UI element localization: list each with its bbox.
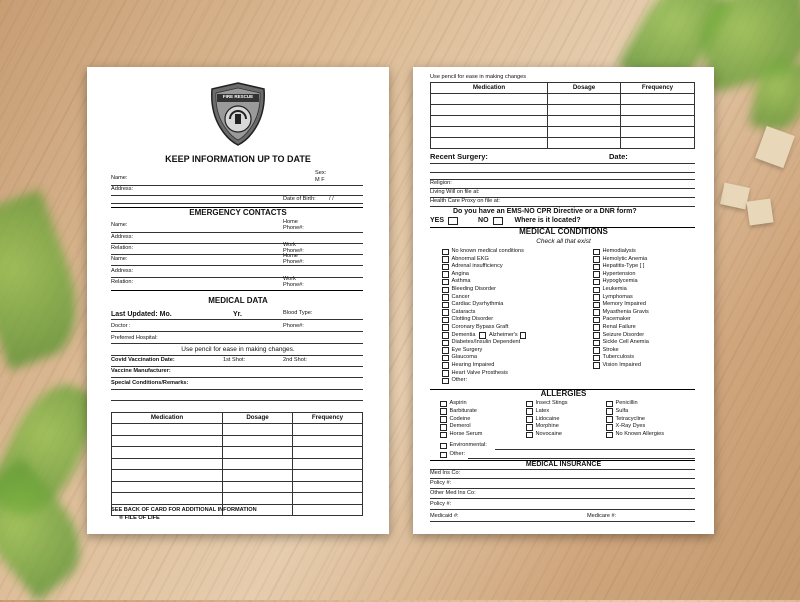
medicaid-line[interactable] xyxy=(430,521,695,522)
condition-label: Myasthenia Gravis xyxy=(602,308,649,315)
allergy-other-row[interactable] xyxy=(440,451,465,459)
condition-item[interactable] xyxy=(442,263,529,271)
check-all-note: Check all that exist xyxy=(536,238,591,245)
doctor-phone-label: Phone#: xyxy=(283,323,304,329)
surgery-date-label: Date: xyxy=(609,152,628,161)
condition-label: Diabetes/Insulin Dependent xyxy=(451,339,521,346)
allergy-checkbox-novocaine[interactable] xyxy=(526,432,533,439)
policy1-label: Policy #: xyxy=(430,480,452,486)
table-row[interactable] xyxy=(112,435,363,447)
condition-item[interactable] xyxy=(442,248,529,256)
dob-separator: / / xyxy=(329,196,334,202)
pencil-note: Use pencil for ease in making changes. xyxy=(181,346,295,353)
vaccine-manufacturer-label: Vaccine Manufacturer: xyxy=(111,368,171,374)
condition-label: Bleeding Disorder xyxy=(451,285,496,292)
health-care-proxy-label: Health Care Proxy on file at: xyxy=(430,198,500,204)
living-will-label: Living Will on file at: xyxy=(430,189,480,195)
condition-item[interactable] xyxy=(442,256,529,264)
condition-label: Heart Valve Prosthesis xyxy=(451,369,508,376)
table-row[interactable] xyxy=(112,458,363,470)
condition-checkbox-hearing-impaired[interactable] xyxy=(442,362,449,369)
environmental-checkbox[interactable] xyxy=(440,443,447,450)
allergy-label: Lidocaine xyxy=(535,415,560,422)
condition-checkbox-adrenal-insufficiency[interactable] xyxy=(442,264,449,271)
condition-checkbox-renal-failure[interactable] xyxy=(593,324,600,331)
allergy-checkbox-codeine[interactable] xyxy=(440,416,447,423)
address-label: Address: xyxy=(111,186,134,192)
condition-item[interactable] xyxy=(593,347,649,355)
condition-label: Hemolytic Anemia xyxy=(602,255,648,262)
condition-checkbox-lymphomas[interactable] xyxy=(593,294,600,301)
dob-label: Date of Birth: xyxy=(283,196,316,202)
second-shot-label: 2nd Shot: xyxy=(283,357,307,363)
condition-checkbox-glaucoma[interactable] xyxy=(442,355,449,362)
condition-checkbox-cardiac-dysrhythmia[interactable] xyxy=(442,302,449,309)
condition-item[interactable] xyxy=(442,377,529,385)
condition-checkbox-bleeding-disorder[interactable] xyxy=(442,287,449,294)
condition-item[interactable] xyxy=(593,354,649,362)
condition-checkbox-tuberculosis[interactable] xyxy=(593,355,600,362)
condition-item[interactable] xyxy=(442,324,529,332)
conditions-right-list xyxy=(593,248,649,370)
conditions-left-list xyxy=(442,248,529,385)
table-row[interactable] xyxy=(431,127,695,138)
contact2-work-phone-label: Work Phone#: xyxy=(283,276,304,288)
special-conditions-line-2[interactable] xyxy=(111,400,363,401)
col-dosage: Dosage xyxy=(223,413,293,424)
special-conditions-label: Special Conditions/Remarks: xyxy=(111,380,189,386)
emergency-contacts-heading: EMERGENCY CONTACTS xyxy=(189,208,287,217)
condition-label: No known medical conditions xyxy=(451,248,524,254)
condition-checkbox-leukemia[interactable] xyxy=(593,287,600,294)
condition-checkbox-angina[interactable] xyxy=(442,271,449,278)
allergy-item[interactable] xyxy=(606,416,664,424)
environmental-label: Environmental: xyxy=(449,442,487,448)
covid-line[interactable] xyxy=(111,366,363,367)
table-row[interactable] xyxy=(112,424,363,436)
surgery-line-2[interactable] xyxy=(430,172,695,173)
allergies-col-2 xyxy=(526,400,568,439)
special-conditions-line[interactable] xyxy=(111,389,363,390)
condition-label: Clotting Disorder xyxy=(451,316,494,323)
divider xyxy=(430,469,695,470)
wood-block-decoration xyxy=(746,198,773,225)
condition-checkbox-hemolytic-anemia[interactable] xyxy=(593,256,600,263)
allergy-label: Latex xyxy=(535,407,550,414)
condition-label: Hepatitis-Type [ ] xyxy=(602,263,645,270)
condition-checkbox-eye-surgery[interactable] xyxy=(442,347,449,354)
condition-label: Cancer xyxy=(451,293,470,300)
condition-checkbox-pacemaker[interactable] xyxy=(593,317,600,324)
dnr-question: Do you have an EMS-NO CPR Directive or a DNR form? xyxy=(453,208,637,215)
condition-item[interactable] xyxy=(442,339,529,347)
med-ins-co-line[interactable] xyxy=(430,478,695,479)
condition-label: Vision Impaired xyxy=(602,361,641,368)
allergy-label: Sulfa xyxy=(615,407,629,414)
table-row[interactable] xyxy=(431,105,695,116)
condition-checkbox-vision-impaired[interactable] xyxy=(593,362,600,369)
condition-label: Pacemaker xyxy=(602,316,631,323)
col-frequency: Frequency xyxy=(620,83,694,94)
allergies-col-3 xyxy=(606,400,664,439)
wood-block-decoration xyxy=(755,126,795,168)
doctor-line[interactable] xyxy=(111,331,363,332)
condition-label: Hemodialysis xyxy=(602,248,636,254)
condition-label: Leukemia xyxy=(602,285,627,292)
allergy-label: Horse Serum xyxy=(449,431,483,438)
surgery-line-3[interactable] xyxy=(430,179,695,180)
allergy-label: Tetracycline xyxy=(615,415,646,422)
condition-item[interactable] xyxy=(593,294,649,302)
condition-label: Coronary Bypass Graft xyxy=(451,323,509,330)
condition-item[interactable] xyxy=(442,347,529,355)
condition-label: Memory Impaired xyxy=(602,301,647,308)
preferred-hospital-label: Preferred Hospital: xyxy=(111,335,158,341)
condition-item[interactable] xyxy=(593,286,649,294)
condition-label: Asthma xyxy=(451,278,471,285)
allergy-item[interactable] xyxy=(606,431,664,439)
condition-item[interactable] xyxy=(442,309,529,317)
condition-checkbox-hepatitis-type[interactable] xyxy=(593,264,600,271)
condition-checkbox-hemodialysis[interactable] xyxy=(593,249,600,256)
condition-label: Lymphomas xyxy=(602,293,633,300)
contact2-name-label: Name: xyxy=(111,256,128,262)
condition-checkbox-seizure-disorder[interactable] xyxy=(593,332,600,339)
back-medication-table xyxy=(430,82,695,149)
contact1-name-line[interactable] xyxy=(111,232,363,233)
condition-item[interactable] xyxy=(593,248,649,256)
condition-checkbox-cataracts[interactable] xyxy=(442,309,449,316)
condition-label: Cataracts xyxy=(451,308,476,315)
allergies-heading: ALLERGIES xyxy=(540,389,587,398)
allergy-item[interactable] xyxy=(606,408,664,416)
condition-checkbox-diabetes-insulin-dependent[interactable] xyxy=(442,340,449,347)
allergy-label: Codeine xyxy=(449,415,471,422)
contact2-relation-label: Relation: xyxy=(111,279,134,285)
allergy-item[interactable] xyxy=(440,416,482,424)
hospital-line[interactable] xyxy=(111,343,363,344)
yes-checkbox[interactable] xyxy=(448,217,458,225)
contact2-address-label: Address: xyxy=(111,268,134,274)
condition-item[interactable] xyxy=(593,324,649,332)
surgery-line[interactable] xyxy=(430,163,695,164)
allergy-checkbox-demerol[interactable] xyxy=(440,424,447,431)
allergy-checkbox-lidocaine[interactable] xyxy=(526,416,533,423)
condition-label: Tuberculosis xyxy=(602,354,635,361)
condition-item[interactable] xyxy=(442,362,529,370)
contact2-address-line[interactable] xyxy=(111,277,363,278)
footer-brand: ® FILE OF LIFE xyxy=(119,515,160,521)
condition-item[interactable] xyxy=(442,370,529,378)
covid-vaccination-label: Covid Vaccination Date: xyxy=(111,357,175,363)
contact1-work-phone-label: Work Phone#: xyxy=(283,242,304,254)
table-row[interactable] xyxy=(431,138,695,149)
condition-label: Seizure Disorder xyxy=(602,331,645,338)
condition-checkbox-alzheimers-extra[interactable] xyxy=(520,332,527,339)
allergy-item[interactable] xyxy=(440,423,482,431)
condition-item[interactable] xyxy=(442,294,529,302)
condition-label: Dementia xyxy=(451,331,476,338)
name-field-line[interactable] xyxy=(111,185,363,186)
condition-item[interactable] xyxy=(593,301,649,309)
condition-item[interactable] xyxy=(442,354,529,362)
condition-item[interactable] xyxy=(442,301,529,309)
table-row[interactable] xyxy=(431,116,695,127)
allergy-label: Penicillin xyxy=(615,400,638,407)
table-row[interactable] xyxy=(112,481,363,493)
address-field-line[interactable] xyxy=(111,195,363,196)
year-label: Yr. xyxy=(233,311,242,318)
proxy-line[interactable] xyxy=(430,206,695,207)
condition-checkbox-cancer[interactable] xyxy=(442,294,449,301)
condition-item[interactable] xyxy=(593,278,649,286)
condition-item[interactable] xyxy=(593,316,649,324)
contact2-name-line[interactable] xyxy=(111,265,363,266)
allergy-item[interactable] xyxy=(526,408,568,416)
allergy-checkbox-tetracycline[interactable] xyxy=(606,416,613,423)
dnr-answer-row xyxy=(430,217,581,225)
allergy-label: Barbiturate xyxy=(449,407,477,414)
medical-insurance-heading: MEDICAL INSURANCE xyxy=(525,461,602,468)
med-ins-co-label: Med Ins Co: xyxy=(430,470,461,476)
no-label: NO xyxy=(478,217,489,225)
first-shot-label: 1st Shot: xyxy=(223,357,246,363)
table-row[interactable] xyxy=(112,470,363,482)
divider xyxy=(111,290,363,291)
policy2-line[interactable] xyxy=(430,509,695,510)
alzheimers-label: Alzheimer's xyxy=(488,331,518,338)
condition-label: Other: xyxy=(451,377,468,384)
allergy-checkbox-x-ray-dyes[interactable] xyxy=(606,424,613,431)
front-medication-table xyxy=(111,412,363,516)
page-title: KEEP INFORMATION UP TO DATE xyxy=(165,154,311,164)
contact1-name-label: Name: xyxy=(111,222,128,228)
condition-label: Hypertension xyxy=(602,270,636,277)
wood-block-decoration xyxy=(720,183,750,210)
condition-item[interactable] xyxy=(442,316,529,324)
medical-conditions-heading: MEDICAL CONDITIONS xyxy=(519,227,608,236)
doctor-label: Doctor : xyxy=(111,323,131,329)
other-med-ins-co-line[interactable] xyxy=(430,498,695,499)
condition-label: Hypoglycemia xyxy=(602,278,638,285)
condition-checkbox-heart-valve-prosthesis[interactable] xyxy=(442,370,449,377)
condition-label: Eye Surgery xyxy=(451,346,483,353)
condition-label: Stroke xyxy=(602,346,619,353)
allergy-label: Novocaine xyxy=(535,431,562,438)
condition-checkbox-dementia[interactable] xyxy=(442,332,449,339)
condition-item[interactable] xyxy=(442,332,529,340)
condition-label: Abnormal EKG xyxy=(451,255,489,262)
allergy-label: No Known Allergies xyxy=(615,431,665,438)
condition-checkbox-abnormal-ekg[interactable] xyxy=(442,256,449,263)
allergy-checkbox-aspirin[interactable] xyxy=(440,401,447,408)
logo-text: FIRE RESCUE xyxy=(222,94,254,99)
allergy-other-checkbox[interactable] xyxy=(440,452,447,459)
allergy-checkbox-penicillin[interactable] xyxy=(606,401,613,408)
religion-label: Religion: xyxy=(430,180,452,186)
no-checkbox[interactable] xyxy=(493,217,503,225)
policy1-line[interactable] xyxy=(430,488,695,489)
name-label: Name: xyxy=(111,175,128,181)
condition-checkbox-stroke[interactable] xyxy=(593,347,600,354)
last-updated-label: Last Updated: Mo. xyxy=(111,311,172,318)
condition-checkbox-memory-impaired[interactable] xyxy=(593,302,600,309)
contact1-address-label: Address: xyxy=(111,234,134,240)
allergy-checkbox-barbiturate[interactable] xyxy=(440,408,447,415)
contact1-address-line[interactable] xyxy=(111,243,363,244)
allergy-item[interactable] xyxy=(526,431,568,439)
condition-item[interactable] xyxy=(593,362,649,370)
condition-label: Renal Failure xyxy=(602,323,636,330)
col-frequency: Frequency xyxy=(292,413,362,424)
contact1-relation-line[interactable] xyxy=(111,254,363,255)
condition-checkbox-asthma[interactable] xyxy=(442,279,449,286)
blood-type-label: Blood Type: xyxy=(283,310,313,316)
contact2-home-phone-label: Home Phone#: xyxy=(283,253,304,265)
allergy-other-line[interactable] xyxy=(468,458,695,459)
contact1-relation-label: Relation: xyxy=(111,245,134,251)
last-updated-line[interactable] xyxy=(111,319,363,320)
condition-label: Angina xyxy=(451,270,469,277)
policy2-label: Policy #: xyxy=(430,501,452,507)
condition-checkbox-hypertension[interactable] xyxy=(593,271,600,278)
allergy-checkbox-horse-serum[interactable] xyxy=(440,432,447,439)
allergy-item[interactable] xyxy=(440,408,482,416)
allergies-col-1 xyxy=(440,400,482,439)
allergy-label: Morphine xyxy=(535,423,559,430)
card-back xyxy=(413,67,714,534)
condition-checkbox-myasthenia-gravis[interactable] xyxy=(593,309,600,316)
col-medication: Medication xyxy=(112,413,223,424)
condition-item[interactable] xyxy=(593,256,649,264)
allergy-label: Aspirin xyxy=(449,400,467,407)
col-medication: Medication xyxy=(431,83,548,94)
allergy-item[interactable] xyxy=(526,423,568,431)
condition-checkbox-alzheimers[interactable] xyxy=(479,332,486,339)
allergy-checkbox-insect-stings[interactable] xyxy=(526,401,533,408)
allergy-checkbox-sulfa[interactable] xyxy=(606,408,613,415)
allergy-item[interactable] xyxy=(440,431,482,439)
condition-label: Glaucoma xyxy=(451,354,477,361)
footer-note: SEE BACK OF CARD FOR ADDITIONAL INFORMATION xyxy=(111,507,257,513)
address-field-line-2[interactable] xyxy=(111,203,363,204)
table-row[interactable] xyxy=(112,493,363,505)
condition-item[interactable] xyxy=(593,271,649,279)
allergy-checkbox-latex[interactable] xyxy=(526,408,533,415)
condition-checkbox-other[interactable] xyxy=(442,378,449,385)
condition-checkbox-clotting-disorder[interactable] xyxy=(442,317,449,324)
allergy-label: Demerol xyxy=(449,423,471,430)
allergy-label: X-Ray Dyes xyxy=(615,423,646,430)
condition-label: Sickle Cell Anemia xyxy=(602,339,649,346)
condition-checkbox-hypoglycemia[interactable] xyxy=(593,279,600,286)
environmental-line[interactable] xyxy=(495,449,695,450)
sex-options: M F xyxy=(315,177,325,183)
table-row[interactable] xyxy=(112,447,363,459)
environmental-row[interactable] xyxy=(440,442,487,450)
allergy-item[interactable] xyxy=(440,400,482,408)
condition-item[interactable] xyxy=(442,286,529,294)
col-dosage: Dosage xyxy=(548,83,621,94)
back-pencil-note: Use pencil for ease in making changes xyxy=(430,74,527,80)
condition-item[interactable] xyxy=(442,278,529,286)
condition-item[interactable] xyxy=(593,332,649,340)
medicare-label: Medicare #: xyxy=(587,513,617,519)
condition-label: Adrenal insufficiency xyxy=(451,263,503,270)
contact1-home-phone-label: Home Phone#: xyxy=(283,219,304,231)
vaccine-line[interactable] xyxy=(111,377,363,378)
allergy-item[interactable] xyxy=(606,400,664,408)
medical-data-heading: MEDICAL DATA xyxy=(208,296,268,305)
condition-item[interactable] xyxy=(593,309,649,317)
condition-checkbox-no-known-medical-conditions[interactable] xyxy=(442,249,449,256)
allergy-checkbox-morphine[interactable] xyxy=(526,424,533,431)
allergy-other-label: Other: xyxy=(449,451,466,457)
sex-label: Sex: xyxy=(315,170,327,176)
medicaid-label: Medicaid #: xyxy=(430,513,459,519)
allergy-label: Insect Stings xyxy=(535,400,568,407)
allergy-checkbox-no-known-allergies[interactable] xyxy=(606,432,613,439)
leaf-decoration xyxy=(0,189,95,370)
allergy-item[interactable] xyxy=(606,423,664,431)
card-front xyxy=(87,67,389,534)
allergy-item[interactable] xyxy=(526,400,568,408)
condition-checkbox-sickle-cell-anemia[interactable] xyxy=(593,340,600,347)
divider xyxy=(111,355,363,356)
where-located-label: Where is it located? xyxy=(514,217,581,225)
condition-label: Hearing Impaired xyxy=(451,361,495,368)
allergy-item[interactable] xyxy=(526,416,568,424)
table-row[interactable] xyxy=(431,94,695,105)
yes-label: YES xyxy=(430,217,445,225)
condition-item[interactable] xyxy=(442,271,529,279)
condition-checkbox-coronary-bypass-graft[interactable] xyxy=(442,324,449,331)
condition-item[interactable] xyxy=(593,263,649,271)
condition-label: Cardiac Dysrhythmia xyxy=(451,301,504,308)
recent-surgery-label: Recent Surgery: xyxy=(430,152,488,161)
other-med-ins-co-label: Other Med Ins Co: xyxy=(430,490,476,496)
condition-item[interactable] xyxy=(593,339,649,347)
fire-rescue-badge-logo xyxy=(208,81,268,147)
